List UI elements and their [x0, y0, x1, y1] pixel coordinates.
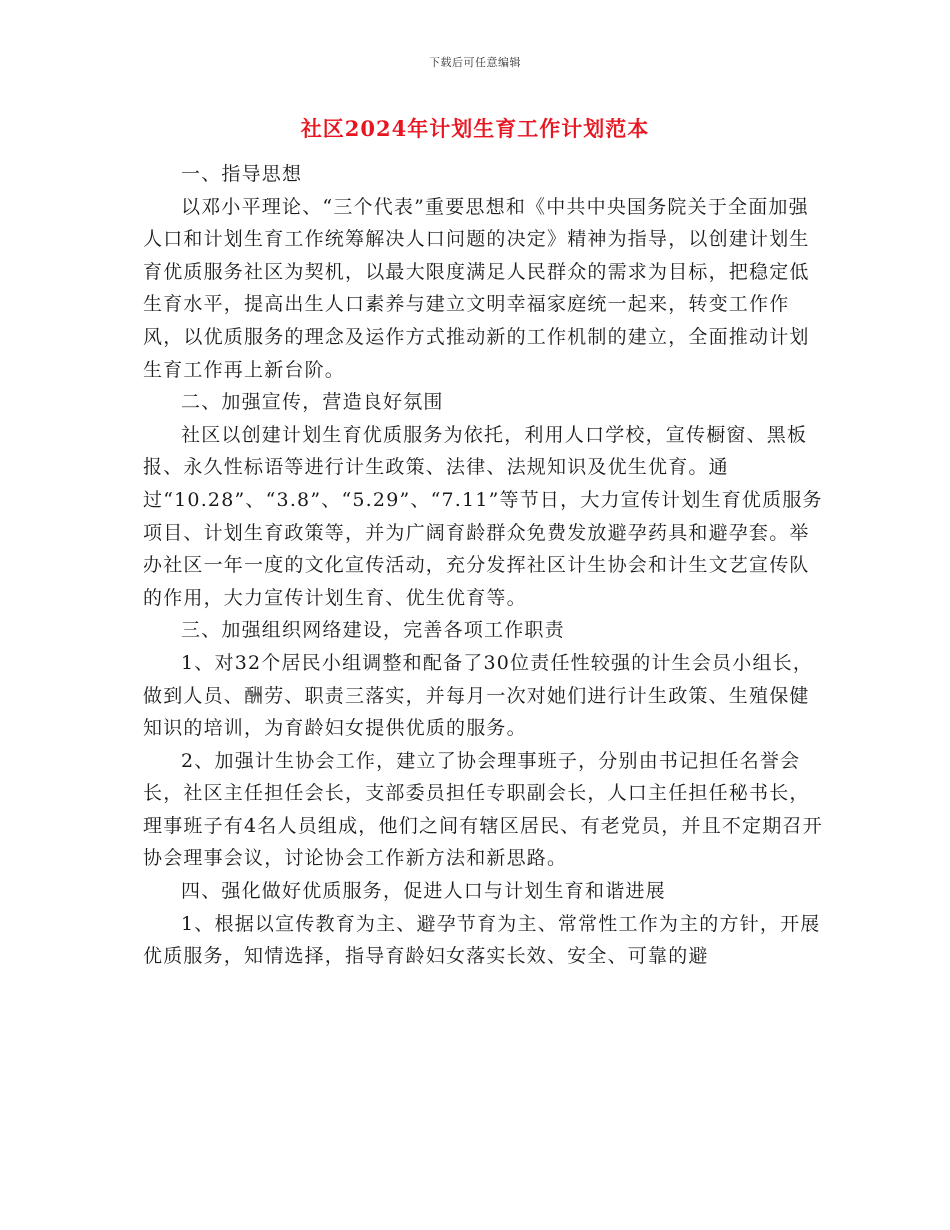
- section-heading-organization: 三、加强组织网络建设，完善各项工作职责: [181, 619, 565, 642]
- paragraph: 1、根据以宣传教育为主、避孕节育为主、常常性工作为主的方针，开展优质服务，知情选择，指导育龄妇女落实长效、安全、可靠的避: [143, 912, 821, 968]
- paragraph: 2、加强计生协会工作，建立了协会理事班子，分别由书记担任名誉会长，社区主任担任会长，支部委员担任专职副会长，人口主任担任秘书长，理事班子有4名人员组成，他们之间有辖区居民、有老党员，并且不定期召开协会理事会议，讨论协会工作新方法和新思路。: [143, 749, 823, 870]
- section-heading-guiding-ideology: 一、指导思想: [181, 163, 303, 185]
- paragraph: 1、对32个居民小组调整和配备了30位责任性较强的计生会员小组长，做到人员、酬劳、职责三落实，并每月一次对她们进行计生政策、生殖保健知识的培训，为育龄妇女提供优质的服务。: [143, 651, 814, 740]
- document-body: [143, 158, 823, 973]
- section-heading-quality-service: 四、强化做好优质服务，促进人口与计划生育和谐进展: [181, 880, 666, 903]
- section-heading-publicity: 二、加强宣传，营造良好氛围: [181, 391, 444, 414]
- paragraph: 社区以创建计划生育优质服务为依托，利用人口学校，宣传橱窗、黑板报、永久性标语等进行计生政策、法律、法规知识及优生优育。通过“10.28”、“3.8”、“5.29”、“7.11”等节日，大力宣传计划生育优质服务项目、计划生育政策等，并为广阔育龄群众免费发放避孕药具和避孕套。举办社区一年一度的文化宣传活动，充分发挥社区计生协会和计生文艺宣传队的作用，大力宣传计划生育、优生优育等。: [143, 423, 823, 609]
- paragraph: 以邓小平理论、“三个代表”重要思想和《中共中央国务院关于全面加强人口和计划生育工作统筹解决人口问题的决定》精神为指导，以创建计划生育优质服务社区为契机，以最大限度满足人民群众的需求为目标，把稳定低生育水平，提高出生人口素养与建立文明幸福家庭统一起来，转变工作作风，以优质服务的理念及运作方式推动新的工作机制的建立，全面推动计划生育工作再上新台阶。: [143, 195, 810, 381]
- header-note: 下载后可任意编辑: [429, 56, 521, 69]
- document-title: 社区2024年计划生育工作计划范本: [300, 116, 650, 141]
